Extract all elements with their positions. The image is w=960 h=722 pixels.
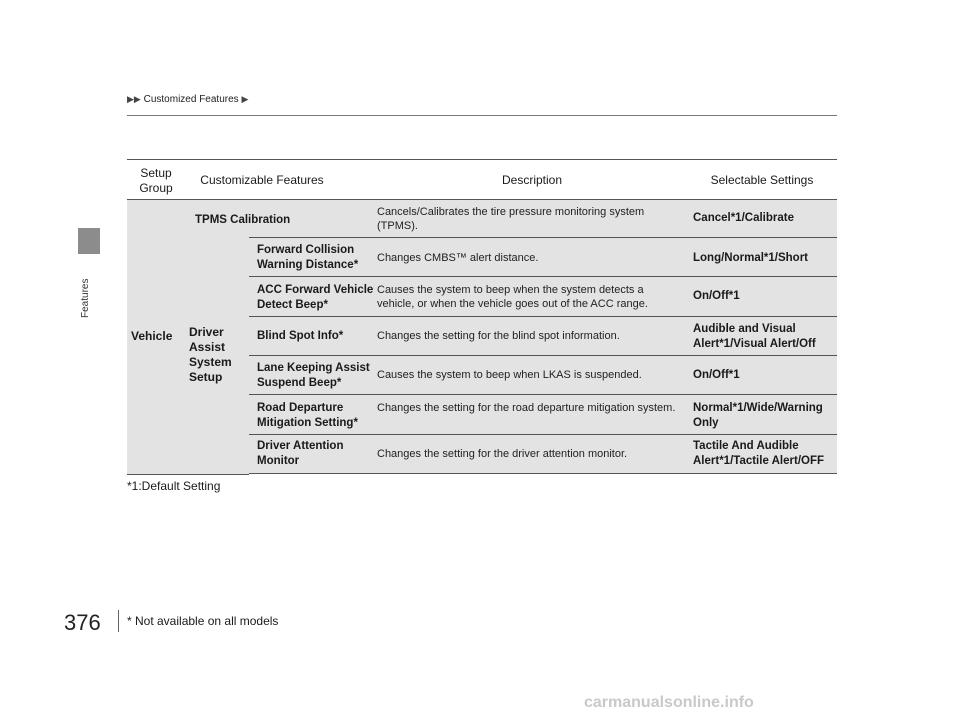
feature-name: ACC Forward Vehicle Detect Beep*	[257, 284, 374, 311]
section-tab-marker	[78, 228, 100, 254]
feature-settings: Cancel*1/Calibrate	[693, 212, 794, 224]
feature-name: Forward Collision Warning Distance*	[257, 244, 359, 271]
table-header	[127, 159, 837, 202]
header-setup-group: Setup Group	[139, 166, 173, 195]
breadcrumb-section[interactable]: Customized Features	[143, 94, 239, 105]
watermark: carmanualsonline.info	[584, 694, 754, 711]
table-row	[249, 237, 837, 277]
feature-description: Causes the system to beep when LKAS is suspended.	[377, 369, 642, 381]
feature-name: Lane Keeping Assist Suspend Beep*	[257, 362, 370, 389]
header-customizable-features: Customizable Features	[200, 173, 324, 187]
page-number: 376	[64, 610, 101, 635]
header-rule	[127, 115, 837, 116]
breadcrumb-arrows: ▶▶	[127, 94, 141, 104]
feature-settings: On/Off*1	[693, 369, 740, 381]
feature-settings: On/Off*1	[693, 290, 740, 302]
breadcrumb	[127, 94, 248, 105]
table-row	[187, 199, 837, 238]
table-row	[249, 434, 837, 474]
feature-description: Changes the setting for the blind spot information.	[377, 330, 620, 342]
feature-settings: Normal*1/Wide/Warning Only	[693, 402, 823, 429]
footer-rule	[118, 610, 119, 632]
feature-name: Driver Attention Monitor	[257, 440, 344, 467]
breadcrumb-tail-arrow: ▶	[241, 94, 249, 104]
sidebar-section-label: Features	[80, 278, 91, 318]
table-row	[249, 394, 837, 435]
table-row	[249, 316, 837, 356]
table-row	[249, 355, 837, 395]
feature-description: Cancels/Calibrates the tire pressure monitoring system (TPMS).	[377, 206, 645, 232]
header-description: Description	[501, 173, 563, 187]
feature-name: Blind Spot Info*	[257, 330, 344, 342]
availability-note: * Not available on all models	[127, 614, 279, 628]
feature-settings: Tactile And Audible Alert*1/Tactile Alert/OFF	[693, 440, 825, 467]
feature-settings: Long/Normal*1/Short	[693, 252, 809, 264]
group-vehicle: Vehicle	[131, 329, 173, 343]
feature-name: Road Departure Mitigation Setting*	[257, 402, 358, 429]
feature-description: Changes CMBS™ alert distance.	[377, 252, 539, 264]
feature-description: Changes the setting for the driver attention monitor.	[377, 448, 628, 460]
default-setting-note: *1:Default Setting	[127, 479, 221, 493]
header-selectable-settings: Selectable Settings	[710, 173, 814, 187]
feature-description: Changes the setting for the road departure mitigation system.	[377, 402, 676, 414]
table-row	[249, 276, 837, 317]
feature-name: TPMS Calibration	[195, 214, 291, 226]
feature-description: Causes the system to beep when the system detects a vehicle, or when the vehicle goes out of the ACC range.	[377, 284, 648, 310]
group-driver-assist: Driver Assist System Setup	[189, 325, 232, 384]
feature-settings: Audible and Visual Alert*1/Visual Alert/Off	[693, 323, 816, 350]
